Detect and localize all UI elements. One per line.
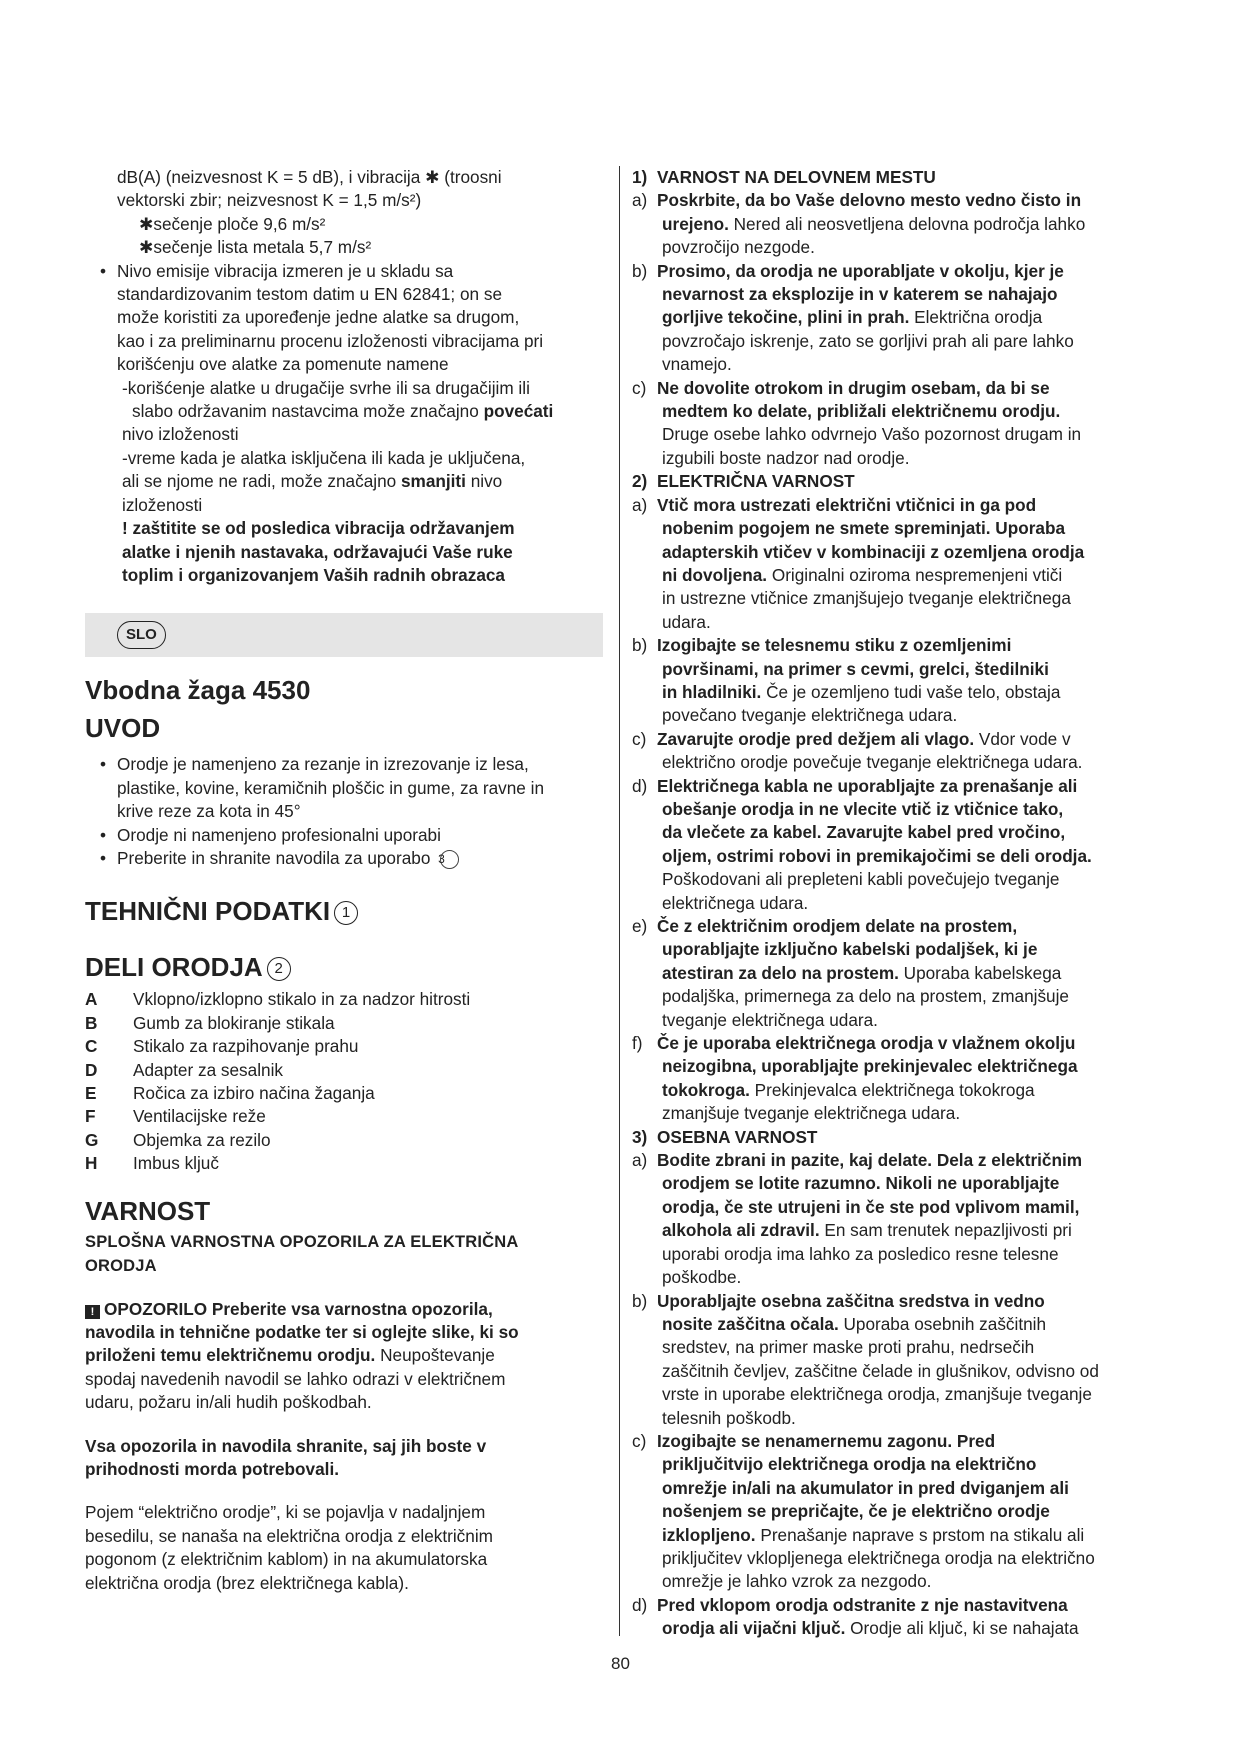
item-letter: c) [632, 728, 647, 749]
list-item [632, 1149, 1160, 1289]
text-line: plastike, kovine, keramičnih ploščic in gume, za ravne in [117, 777, 545, 798]
language-badge: SLO [117, 621, 166, 649]
text-line: Poškodovani ali prepleteni kabli povečujejo tveganje [662, 869, 1060, 890]
item-body [657, 189, 1160, 259]
list-item [632, 728, 1160, 775]
text-line: medtem ko delate, približali električnemu orodju. [662, 401, 1061, 422]
part-label: Stikalo za razpihovanje prahu [133, 1036, 359, 1057]
text-line: ! zaštitite se od posledica vibracija održavanjem [122, 518, 515, 539]
text-line: krive reze za kota in 45° [117, 801, 301, 822]
text-line: Nered ali neosvetljena delovna področja lahko [728, 213, 1086, 234]
vibration-value-2: ✱sečenje lista metala 5,7 m/s² [139, 237, 372, 258]
text-line: -korišćenje alatke u drugačije svrhe ili sa drugačijim ili [122, 377, 530, 398]
part-key: A [85, 989, 98, 1010]
safety-subheading [85, 1230, 605, 1278]
text-line: zmanjšuje tveganje električnega udara. [662, 1103, 961, 1124]
text-line: Električna orodja [909, 307, 1043, 328]
text-line: omrežje in/ali na akumulator in pred dviganjem ali [662, 1477, 1069, 1498]
text-line: zaščitnih čevljev, zaščitne čelade in glušnikov, odvisno od [662, 1360, 1099, 1381]
definition-paragraph [85, 1501, 605, 1595]
list-item [85, 1012, 605, 1035]
vibration-text [85, 166, 605, 213]
text-line: Električnega kabla ne uporabljajte za prenašanje ali [657, 775, 1078, 796]
text-line: Če z električnim orodjem delate na prostem, [657, 916, 1018, 936]
part-key: B [85, 1012, 98, 1033]
warning-paragraph [85, 1298, 605, 1415]
text-line: Originalni oziroma nespremenjeni vtiči [767, 564, 1063, 585]
item-body [657, 775, 1160, 915]
list-item [85, 1035, 605, 1058]
text-line: Pojem “električno orodje”, ki se pojavlja v nadaljnjem [85, 1502, 486, 1523]
text-line: udara. [662, 611, 711, 632]
text-line: Vtič mora ustrezati električni vtičnici in ga pod [657, 494, 1037, 515]
text-line: toplim i organizovanjem Vaših radnih obrazaca [122, 564, 505, 585]
list-item [632, 915, 1160, 1032]
list-item [85, 1105, 605, 1128]
bold-word: smanjiti [400, 471, 466, 492]
text-line: električna orodja (brez električnega kabla). [85, 1572, 409, 1593]
text-line: -vreme kada je alatka isključena ili kada je uključena, [122, 447, 526, 468]
text-line: uporabljajte izključno kabelski podaljšek, ki je [662, 939, 1038, 960]
section-title: VARNOST NA DELOVNEM MESTU [657, 167, 936, 187]
safety-heading: VARNOST [85, 1195, 211, 1226]
section-heading-3 [632, 1126, 1160, 1149]
item-body [657, 260, 1160, 377]
text-line: adapterskih vtičev v kombinaciji z ozemljena orodja [662, 541, 1085, 562]
item-letter: f) [632, 1033, 643, 1054]
section-heading-1 [632, 166, 1160, 189]
text-line: podaljška, primernega za delo na prostem, zmanjšuje [662, 986, 1069, 1007]
text-line: nobenim pogojem ne smete spreminjati. Uporaba [662, 518, 1066, 539]
text-line: priloženi temu električnemu orodju. [85, 1345, 376, 1366]
text-line: Orodje ali ključ, ki se nahajata [845, 1618, 1079, 1639]
list-item [85, 1152, 605, 1175]
list-item [632, 189, 1160, 259]
parts-heading [85, 948, 605, 986]
text-line: Poskrbite, da bo Vaše delovno mesto vedno čisto in [657, 190, 1082, 211]
text-line: tokokroga. [662, 1079, 750, 1100]
text-line: nivo [465, 471, 503, 492]
text-line: povzročajo iskrenje, zato se gorljivi prah ali pare lahko [662, 330, 1074, 351]
text-line: gorljive tekočine, plini in prah. [662, 307, 910, 328]
text-line: Ne dovolite otrokom in drugim osebam, da bi se [657, 377, 1050, 398]
dash-item-1 [85, 377, 605, 447]
text-line: sredstev, na primer maske proti prahu, nedrsečih [662, 1337, 1035, 1358]
item-body [657, 634, 1160, 728]
text-line: Če je ozemljeno tudi vaše telo, obstaja [761, 681, 1061, 702]
list-item [632, 1032, 1160, 1126]
text-line: ORODJA [85, 1256, 157, 1275]
text-line: Bodite zbrani in pazite, kaj delate. Dela z električnim [657, 1150, 1083, 1171]
text-line: in ustrezne vtičnice zmanjšujejo tveganje električnega [662, 588, 1071, 609]
list-item [632, 260, 1160, 377]
text-line: urejeno. [662, 213, 729, 234]
text-line: pogonom (z električnim kablom) in na akumulatorska [85, 1549, 488, 1570]
product-title: Vbodna žaga 4530 [85, 675, 311, 706]
bold-word: povećati [483, 401, 554, 422]
item-body [657, 494, 1160, 634]
text-line: poškodbe. [662, 1267, 742, 1288]
item-body [657, 1149, 1160, 1289]
text-line: povzročijo nezgode. [662, 237, 815, 258]
vibration-value-1: ✱sečenje ploče 9,6 m/s² [139, 213, 326, 234]
part-key: F [85, 1106, 96, 1127]
text-line: alkohola ali zdravil. [662, 1220, 820, 1241]
text-line: omrežje je lahko vzrok za nezgodo. [662, 1571, 932, 1592]
text-line: neizogibna, uporabljajte prekinjevalec električnega [662, 1056, 1078, 1077]
text-line: vnamejo. [662, 354, 732, 375]
section-title: ELEKTRIČNA VARNOST [657, 471, 855, 492]
list-item [85, 1059, 605, 1082]
item-letter: a) [632, 494, 648, 515]
item-body [657, 1594, 1160, 1641]
vibration-bullet [85, 260, 605, 283]
text-line: korišćenju ove alatke za pomenute namene [117, 354, 449, 375]
figure-ref-icon: 3 [440, 850, 459, 869]
text-line: električno orodje povečuje tveganje električnega udara. [662, 752, 1083, 773]
item-body [657, 1290, 1160, 1430]
text-line: površinami, na primer s cevmi, grelci, štedilniki [662, 658, 1049, 679]
text-line: dB(A) (neizvesnost K = 5 dB), i vibracija ✱ (troosni [117, 167, 502, 187]
warning-icon: ! [85, 1305, 100, 1319]
text-line: nevarnost za eksplozije in v katerem se nahajajo [662, 284, 1058, 305]
text-line: vrste in uporabe električnega orodja, zmanjšuje tveganje [662, 1384, 1092, 1405]
item-letter: c) [632, 1430, 647, 1451]
text-line: Preberite in shranite navodila za uporabo [117, 847, 431, 868]
intro-bullet-3 [85, 847, 605, 870]
text-line: Uporabljajte osebna zaščitna sredstva in vedno [657, 1290, 1045, 1311]
text-line: tveganje električnega udara. [662, 1009, 878, 1030]
text-line: Druge osebe lahko odvrnejo Vašo pozornost drugam in [662, 424, 1082, 445]
part-key: D [85, 1059, 98, 1080]
part-label: Ventilacijske reže [133, 1106, 266, 1127]
item-letter: b) [632, 1290, 648, 1311]
text-line: Izogibajte se telesnemu stiku z ozemljenimi [657, 635, 1012, 656]
text-line: Pred vklopom orodja odstranite z nje nastavitvena [657, 1594, 1068, 1615]
figure-ref-icon: 1 [334, 901, 358, 925]
text-line: Prekinjevalca električnega tokokroga [749, 1079, 1035, 1100]
text-line: orodjem se lotite razumno. Nikoli ne uporabljajte [662, 1173, 1060, 1194]
text-line: ali se njome ne radi, može značajno [122, 471, 401, 492]
intro-heading: UVOD [85, 713, 161, 744]
text-line: besedilu, se nanaša na električna orodja z električnim [85, 1525, 493, 1546]
item-letter: b) [632, 635, 648, 656]
part-label: Imbus ključ [133, 1153, 219, 1174]
text-line: Zavarujte orodje pred dežjem ali vlago. [657, 728, 975, 749]
text-line: Prenašanje naprave s prstom na stikalu ali [755, 1524, 1085, 1545]
intro-bullet-1 [85, 753, 605, 776]
list-item [632, 1290, 1160, 1430]
item-letter: a) [632, 1150, 648, 1171]
section-title: OSEBNA VARNOST [657, 1126, 818, 1147]
part-label: Vklopno/izklopno stikalo in za nadzor hitrosti [133, 989, 471, 1010]
text-line: En sam trenutek nepazljivosti pri [819, 1220, 1072, 1241]
right-column [632, 166, 1160, 1641]
text-line: Orodje je namenjeno za rezanje in izrezovanje iz lesa, [117, 754, 529, 775]
text-line: uporabi orodja ima lahko za posledico resne telesne [662, 1243, 1059, 1264]
list-item [632, 377, 1160, 471]
text-line: električnega udara. [662, 892, 809, 913]
dash-item-2 [85, 447, 605, 517]
item-letter: d) [632, 775, 648, 796]
list-item [632, 634, 1160, 728]
item-body [657, 1032, 1160, 1126]
text-line: ni dovoljena. [662, 564, 768, 585]
part-label: Adapter za sesalnik [133, 1059, 283, 1080]
section-number: 2) [632, 471, 648, 492]
column-divider [619, 166, 620, 1636]
text-line: Vdor vode v [974, 728, 1071, 749]
text-line: Izogibajte se nenamernemu zagonu. Pred [657, 1430, 996, 1451]
text-line: Orodje ni namenjeno profesionalni uporabi [117, 824, 441, 845]
text-line: udaru, požaru in/ali hudih poškodbah. [85, 1392, 372, 1413]
part-key: G [85, 1129, 99, 1150]
text-line: nošenjem se prepričajte, če je električno orodje [662, 1501, 1050, 1522]
list-item [632, 775, 1160, 915]
keep-instructions-paragraph [85, 1435, 605, 1482]
item-letter: c) [632, 377, 647, 398]
text-line: spodaj navedenih navodil se lahko odrazi v električnem [85, 1368, 506, 1389]
section-1-items [632, 189, 1160, 470]
section-number: 3) [632, 1126, 648, 1147]
item-body [657, 377, 1160, 471]
parts-heading-text: DELI ORODJA [85, 952, 263, 983]
item-letter: d) [632, 1594, 648, 1615]
section-heading-2 [632, 470, 1160, 493]
list-item [85, 1082, 605, 1105]
left-column [85, 166, 605, 1595]
text-line: obešanje orodja in ne vlecite vtič iz vtičnice tako, [662, 798, 1064, 819]
text-line: Nivo emisije vibracija izmeren je u skladu sa [117, 260, 454, 281]
figure-ref-icon: 2 [267, 957, 291, 981]
part-label: Objemka za rezilo [133, 1129, 271, 1150]
text-line: orodja ali vijačni ključ. [662, 1618, 846, 1639]
text-line: OPOZORILO Preberite vsa varnostna opozorila, [104, 1298, 493, 1319]
text-line: nosite zaščitna očala. [662, 1313, 839, 1334]
tech-heading-text: TEHNIČNI PODATKI [85, 896, 331, 927]
text-line: Če je uporaba električnega orodja v vlažnem okolju [657, 1033, 1076, 1054]
language-band [85, 613, 603, 657]
page-number: 80 [611, 1654, 630, 1673]
section-2-items [632, 494, 1160, 1126]
item-body [657, 915, 1160, 1032]
vibration-warning [85, 517, 605, 587]
part-label: Ročica za izbiro načina žaganja [133, 1082, 375, 1103]
text-line: telesnih poškodb. [662, 1407, 796, 1428]
text-line: Vsa opozorila in navodila shranite, saj jih boste v [85, 1435, 487, 1456]
item-letter: a) [632, 190, 648, 211]
text-line: prihodnosti morda potrebovali. [85, 1459, 340, 1480]
text-line: nivo izloženosti [122, 424, 239, 445]
section-number: 1) [632, 167, 648, 187]
text-line: standardizovanim testom datim u EN 62841; on se [117, 284, 503, 305]
item-body [657, 1430, 1160, 1594]
text-line: Uporaba osebnih zaščitnih [838, 1313, 1047, 1334]
text-line: da vlečete za kabel. Zavarujte kabel pred vročino, [662, 822, 1066, 843]
tech-heading [85, 892, 605, 930]
item-letter: e) [632, 916, 648, 936]
item-body [657, 728, 1160, 775]
text-line: izklopljeno. [662, 1524, 756, 1545]
text-line: izgubili boste nadzor nad orodje. [662, 447, 910, 468]
part-label: Gumb za blokiranje stikala [133, 1012, 335, 1033]
text-line: može koristiti za upoređenje jedne alatke sa drugom, [117, 307, 520, 328]
list-item [85, 1129, 605, 1152]
text-line: orodja, če ste utrujeni in če ste pod vplivom mamil, [662, 1196, 1080, 1217]
text-line: Prosimo, da orodja ne uporabljate v okolju, kjer je [657, 260, 1064, 281]
list-item [85, 988, 605, 1011]
text-line: in hladilniki. [662, 681, 762, 702]
text-line: oljem, ostrimi robovi in premikajočimi se deli orodja. [662, 845, 1092, 866]
text-line: SPLOŠNA VARNOSTNA OPOZORILA ZA ELEKTRIČNA [85, 1232, 519, 1251]
text-line: vektorski zbir; neizvesnost K = 1,5 m/s²) [117, 190, 422, 211]
list-item [632, 494, 1160, 634]
text-line: povečano tveganje električnega udara. [662, 705, 958, 726]
part-key: H [85, 1153, 98, 1174]
text-line: Neupoštevanje [375, 1345, 495, 1366]
section-3-items [632, 1149, 1160, 1641]
text-line: priključitvijo električnega orodja na električno [662, 1454, 1037, 1475]
part-key: E [85, 1082, 97, 1103]
text-line: slabo održavanim nastavcima može značajno [132, 401, 484, 422]
text-line: Uporaba kabelskega [898, 962, 1062, 983]
text-line: priključitev vklopljenega električnega orodja na električno [662, 1547, 1095, 1568]
text-line: kao i za preliminarnu procenu izloženosti vibracijama pri [117, 330, 544, 351]
text-line: alatke i njenih nastavaka, održavajući Vaše ruke [122, 541, 513, 562]
text-line: atestiran za delo na prostem. [662, 962, 899, 983]
part-key: C [85, 1036, 98, 1057]
item-letter: b) [632, 260, 648, 281]
parts-list [85, 988, 605, 1175]
text-line: izloženosti [122, 494, 203, 515]
list-item [632, 1430, 1160, 1594]
list-item [632, 1594, 1160, 1641]
text-line: navodila in tehnične podatke ter si oglejte slike, ki so [85, 1322, 519, 1342]
intro-bullet-2 [85, 824, 605, 847]
